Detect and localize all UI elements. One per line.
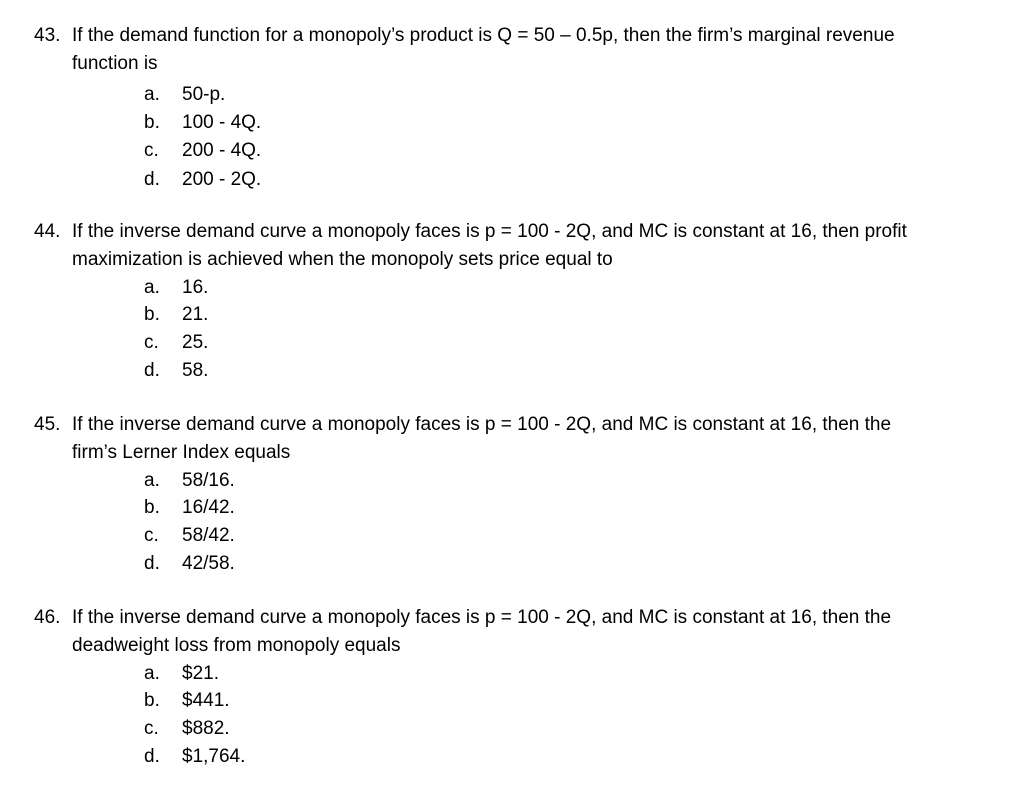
option-text: 16/42.: [182, 497, 235, 518]
option-letter: c.: [144, 718, 159, 739]
question-number: 43.: [34, 25, 61, 46]
option-letter: c.: [144, 140, 159, 161]
option-text: $21.: [182, 663, 219, 684]
option-text: $441.: [182, 690, 230, 711]
question-number: 44.: [34, 221, 61, 242]
option-letter: c.: [144, 525, 159, 546]
option-letter: a.: [144, 470, 160, 491]
option-text: 58.: [182, 360, 209, 381]
option-letter: b.: [144, 304, 160, 325]
option-text: 100 - 4Q.: [182, 112, 262, 133]
option-letter: a.: [144, 663, 160, 684]
option-letter: a.: [144, 277, 160, 298]
option-text: 25.: [182, 332, 209, 353]
option-letter: b.: [144, 112, 160, 133]
option-text: 16.: [182, 277, 209, 298]
option-letter: b.: [144, 497, 160, 518]
option-text: 200 - 2Q.: [182, 169, 262, 190]
option-text: $1,764.: [182, 746, 246, 767]
question-text: If the inverse demand curve a monopoly faces is p = 100 - 2Q, and MC is constant at 16, then profit: [72, 221, 907, 242]
option-text: 200 - 4Q.: [182, 140, 262, 161]
option-text: 21.: [182, 304, 209, 325]
option-text: 42/58.: [182, 553, 235, 574]
option-text: 58/42.: [182, 525, 235, 546]
question-number: 45.: [34, 414, 61, 435]
question-text: If the demand function for a monopoly’s product is Q = 50 – 0.5p, then the firm’s marginal revenue: [72, 25, 895, 46]
option-letter: d.: [144, 746, 160, 767]
option-text: $882.: [182, 718, 230, 739]
option-text: 50-p.: [182, 84, 226, 105]
option-letter: c.: [144, 332, 159, 353]
question-text: If the inverse demand curve a monopoly faces is p = 100 - 2Q, and MC is constant at 16, then the: [72, 607, 892, 628]
option-letter: d.: [144, 169, 160, 190]
option-letter: a.: [144, 84, 160, 105]
option-letter: d.: [144, 360, 160, 381]
question-text-continued: maximization is achieved when the monopoly sets price equal to: [72, 249, 613, 270]
option-letter: d.: [144, 553, 160, 574]
question-text-continued: function is: [72, 53, 158, 74]
question-text-continued: deadweight loss from monopoly equals: [72, 635, 401, 656]
question-text: If the inverse demand curve a monopoly faces is p = 100 - 2Q, and MC is constant at 16, then the: [72, 414, 892, 435]
option-letter: b.: [144, 690, 160, 711]
question-number: 46.: [34, 607, 61, 628]
option-text: 58/16.: [182, 470, 235, 491]
question-text-continued: firm’s Lerner Index equals: [72, 442, 291, 463]
